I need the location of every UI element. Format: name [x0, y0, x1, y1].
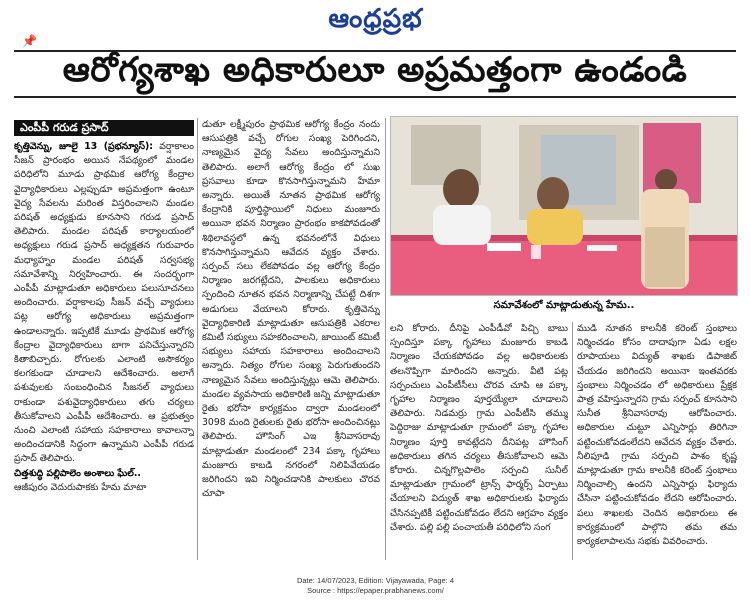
masthead — [0, 0, 751, 36]
column-2-text: డుతూ లక్ష్మీపురం ప్రాథమిక ఆరోగ్య కేంద్రం నందు ఆసుపత్రికి వచ్చే రోగుల సంఖ్య పెరిగిందని, నాణ్యమైన వైద్య సేవలు అందిస్తున్నామని తెలిపారు. అలాగే ఆరోగ్య కేంద్రం లో సుఖ ప్రసవాలు కూడా కొనసాగిస్తున్నామని హేమా అన్నారు. అయితే నూతన ప్రాథమిక ఆరోగ్య కేంద్రానికి పూర్తిస్థాయిలో నిధులు మంజూరు అయినా భవన నిర్మాణం ప్రారంభం కాకపోవడంతో శిథిలావస్థలో ఉన్న భవనంలోనే విధులు కొనసాగిస్తున్నామని ఆవేదన వ్యక్తం చేశారు. సర్పంచ్ సలు లేకపోవడం వల్ల ఆరోగ్య కేంద్రం నిర్మాణం జరగట్లేదని, పాలకులు అధికారులు స్పందించి నూతన భవన నిర్మాణాన్ని చేపట్టే దిశగా అడుగులు వేయాలని కోరారు. కృత్తివెన్ను వైద్యాధికారిణి మాట్లాడుతూ ఆసుపత్రికి ఎకరాల కమిటీ సభ్యులు సహకరించాలని, జాయింట్ కమిటీ సభ్యులు సహాయ సహకారాలు అందించాలని అన్నారు. నిత్యం రోగుల సంఖ్య పెరుగుతుందని నాణ్యమైన సేవలు అందిస్తున్నట్లు ఆమె తెలిపారు. మండల వ్యవసాయ అధికారిణి జన్ని మాట్లాడుతూ రైతు భరోసా కార్యక్రమం ద్వారా మండలంలో 3098 మంది రైతులకు రైతు భరోసా అందించినట్లు తెలిపారు. హౌసింగ్ ఎఇ శ్రీనివాసరావు మాట్లాడుతూ మండలంలో 234 పక్కా గృహాలు మంజూరు కాబడి నగరంలో నిలిపివేయడం జరిగిందని ఇవి నిర్మించడానికి పాలకులు చొరవ చూపా — [202, 119, 380, 500]
article-headline: ఆరోగ్యశాఖ అధికారులూ అప్రమత్తంగా ఉండండి — [62, 50, 688, 90]
column-divider — [197, 118, 198, 560]
source-link[interactable]: Source : https://epaper.prabhanews.com/ — [307, 586, 444, 595]
column-divider — [572, 322, 573, 560]
column-3-text: లని కోరారు. దీనిపై ఎంపీడీవో పిచ్చి బాబు స్పందిస్తూ పక్కా గృహాలు మంజూరు కాబడి నిర్మాణం చేయకపోవడం వల్ల అధికారులకు తలనొప్పిగా మారిందని అన్నారు. వీటి పట్ల సర్పంచులు ఎంపీటీసీలు చొరవ చూపి ఆ పక్కా గృహాల నిర్మాణం పూర్తయ్యేలా చూడాలని తెలిపారు. నిడమర్రు గ్రామ ఎంపీటీసి తమ్ము పెద్దిరాజు మాట్లాడుతూ గ్రామంలో పక్కా గృహాల నిర్మాణం పూర్తి కావట్లేదని దీనిపట్ల హౌసింగ్ అధికారులు తగిన చర్యలు తీసుకోవాలని ఆమె కోరారు. చిన్నగొల్లపాలెం సర్పంచి సునీల్ మాట్లాడుతూ గ్రామంలో ట్రాన్స్ ఫార్మర్స్ ఏర్పాటు చేయాలని విద్యుత్ శాఖ అధికారులకు ఫిర్యాదు చేసినప్పటికీ పట్టించుకోవడం లేదని ఆగ్రహం వ్యక్తం చేశారు. పల్లి పల్లి పంచాయతీ పరిధిలోని సంగ — [390, 323, 568, 533]
article-column-1 — [14, 140, 194, 560]
pushpin-icon: 📌 — [22, 34, 37, 48]
column-1-paragraph-2: ఆజీపురం వెదురుపాకకు హేమ మాటా — [14, 481, 147, 493]
edition-info: Date: 14/07/2023, Edition: Vijayawada, Page: 4 — [296, 576, 455, 585]
dateline: కృత్తివెన్ను, జూలై 13 (ప్రభన్యూస్): — [14, 141, 154, 152]
meeting-photo — [390, 116, 738, 296]
column-divider — [385, 118, 386, 560]
column-4-text: ముడి నూతన కాలనీకి కరెంట్ స్తంభాలు నిర్మించడం కోసం దాదాపుగా ఏడు లక్షల రూపాయలు విద్యుత్ శాఖకు డిపాజిట్ చేయడం జరిగిందని అయినా ఇంతవరకు స్తంభాలు నిర్మించడం లో అధికారులు ప్రేక్షక పాత్ర వహిస్తున్నారని గ్రామ సర్పంచ్ కూనసాని సునీత శ్రీనివాసరావు ఆరోపించారు. అధికారుల చుట్టూ ఎన్నిసార్లు తిరిగినా పట్టించుకోవడంలేదని ఆవేదన వ్యక్తం చేశారు. నీలిపూడి గ్రామ సర్పంచి పాశం కృష్ణ మాట్లాడుతూ గ్రామ కాలనీకి కరెంట్ స్తంభాలు నిర్మించాల్సి ఉందని ఎన్నిసార్లు ఫిర్యాదు చేసినా పట్టించుకోవడం లేదని ఆరోపించారు. పలు శాఖలకు చెందిన అధికారులు ఈ కార్యక్రమంలో పాల్గొని తమ తమ కార్యకలాపాలను సభకు వివరించారు. — [577, 323, 737, 548]
meeting-photo-illustration — [391, 117, 738, 296]
newspaper-logo: ఆంధ్రప్రభ — [328, 4, 423, 34]
article-column-4 — [577, 322, 737, 560]
column-1-paragraph-1: వర్షాకాలం సీజన్ ప్రారంభం అయిన నేపథ్యంలో మండల పరిధిలోని మూడు ప్రాథమిక ఆరోగ్య కేంద్రాల వైద్యాధికారులు ఎల్లప్పుడూ అప్రమత్తంగా ఉంటూ వైద్య సేవలను మరింత విస్తరించాలని మండల పరిషత్ అధ్యక్షుడు కూనసాని గరుడ ప్రసాద్ తెలిపారు. మండల పరిషత్ కార్యాలయంలో అధ్యక్షులు గరుడ ప్రసాద్ అధ్యక్షతన గురువారం మధ్యాహ్నం మండల పరిషత్ సర్వసభ్య సమావేశాన్ని నిర్వహించారు. ఈ సందర్భంగా ఎంపీపీ మాట్లాడుతూ అధికారులు పలుసూచనలు అందించారు. వర్షాకాలపు సీజన్ వచ్చే వ్యాధులు పట్ల ఆరోగ్య అధికారులు అప్రమత్తంగా ఉండాలన్నారు. ఇప్పటికే మూడు ప్రాథమిక ఆరోగ్య కేంద్రాల వైద్యాధికారులు బాగా పనిచేస్తున్నారని కితాబిచ్చారు. రోగులకు ఎలాంటి అసౌకర్యం కలగకుండా చూడాలని ఆదేశించారు. అలాగే పశువులకు సంబంధించిన సీజనల్ వ్యాధులు రాకుండా పశువైద్యాధికారులు తగు చర్యలు తీసుకోవాలని ఎంపీపీ ఆదేశించారు. ఆ ప్రభుత్వం నుంచి ఎలాంటి సహాయ సహకారాలు కావాలన్నా అందించడానికి సిద్ధంగా ఉన్నామని ఎంపీపీ గరుడ ప్రసాద్ తెలిపారు. — [14, 141, 194, 465]
page-footer — [0, 576, 751, 598]
column-1-subhead: చిత్తశుద్ధి పల్లిపాలెం అంశాలు ఘేల్.. — [14, 467, 141, 479]
article-column-3 — [390, 322, 568, 560]
headline-band — [14, 50, 736, 98]
photo-caption: సమావేశంలో మాట్లాడుతున్న హేమ.. — [493, 300, 635, 311]
byline: ఎంపీపీ గరుడ ప్రసాద్ — [14, 120, 194, 136]
article-column-2 — [202, 118, 380, 560]
